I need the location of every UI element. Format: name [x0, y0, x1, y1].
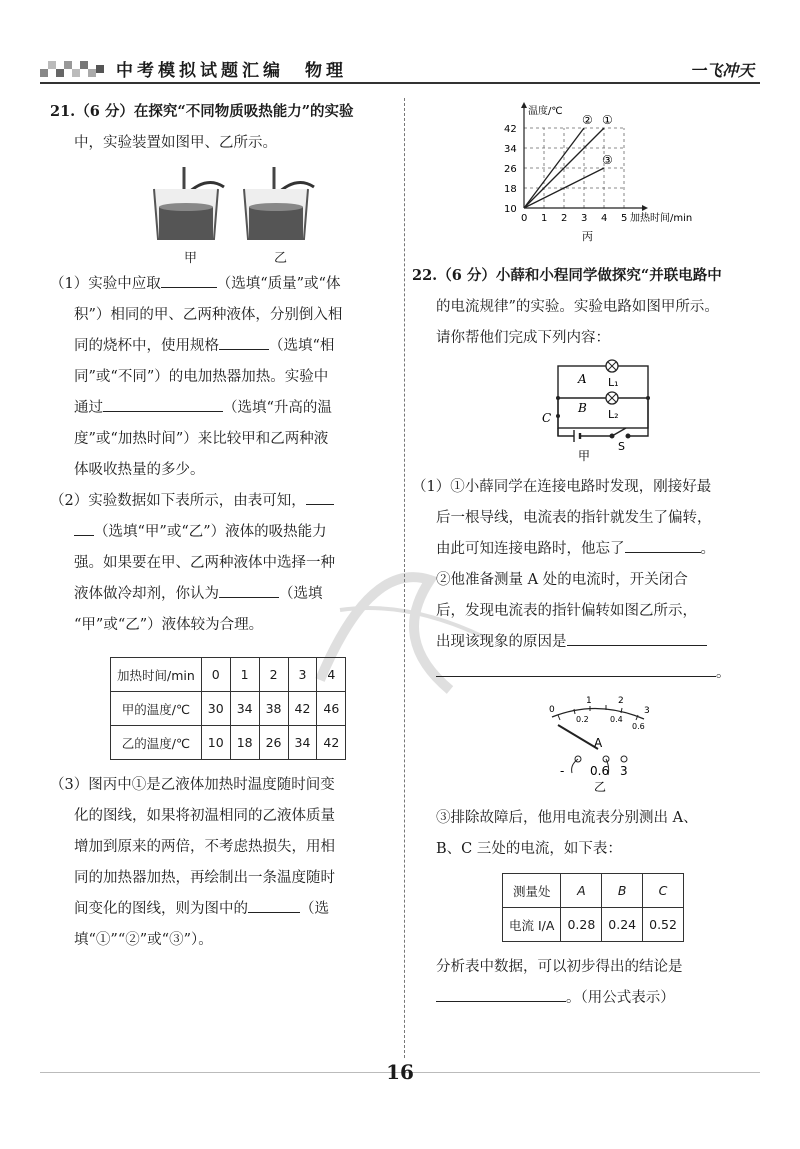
beaker-a-icon [146, 167, 236, 242]
q21-p2-line-2: （选填“甲”或“乙”）液体的吸热能力 [50, 517, 390, 548]
question-21 [50, 96, 390, 956]
q21-p3-line-6: 填“①”“②”或“③”）。 [74, 932, 213, 948]
q22-head: 22.（6 分）小薛和小程同学做探究“并联电路中 [412, 267, 722, 284]
q21-p1-line-7: 体吸收热量的多少。 [74, 462, 205, 478]
table-row: 乙的温度/℃ 10 18 26 34 42 [111, 726, 346, 760]
q21-line-1: 21.（6 分）在探究“不同物质吸热能力”的实验 [50, 103, 354, 120]
junction-a-dot [556, 396, 560, 400]
q21-p3-line-3: 增加到原来的两倍，不考虑热损失，用相 [74, 839, 335, 855]
x-axis-arrow-icon [642, 205, 648, 211]
page-number: 16 [386, 1060, 414, 1084]
series-label: ① [602, 113, 613, 127]
terminal-minus-label: - [560, 764, 565, 778]
x-tick-label: 2 [561, 213, 568, 224]
answer-blank[interactable] [436, 661, 716, 677]
current-data-table [502, 873, 684, 942]
series-label: ② [582, 113, 593, 127]
q22-line-3: 请你帮他们完成下列内容： [436, 330, 610, 346]
q22-s1-line-4: ②他准备测量 A 处的电流时，开关闭合 [436, 572, 688, 588]
q21-p1-line-1: （1）实验中应取 （选填“质量”或“体 [50, 269, 390, 300]
meter-tick-0: 0 [549, 705, 555, 715]
answer-blank[interactable] [436, 986, 566, 1002]
lamp-l2-icon [606, 392, 618, 404]
beaker-b-icon [236, 167, 326, 242]
q21-p3-line-5: 间变化的图线，则为图中的 （选 [50, 894, 390, 925]
meter-sub-04: 0.4 [610, 715, 623, 724]
y-tick-label: 34 [504, 144, 517, 155]
x-tick-label: 1 [541, 213, 548, 224]
answer-blank[interactable] [306, 489, 334, 505]
right-column [412, 96, 752, 1014]
q22-s3-line-4: 。（用公式表示） [412, 983, 752, 1014]
answer-blank[interactable] [625, 537, 701, 553]
junction-c-dot [556, 414, 560, 418]
circuit-label-c: C [542, 411, 552, 425]
meter-tick-2: 2 [618, 696, 624, 706]
answer-blank[interactable] [161, 272, 217, 288]
q21-p1-line-5: 通过 （选填“升高的温 [50, 393, 390, 424]
q21-p2-line-3: 强。如果要在甲、乙两种液体中选择一种 [74, 555, 335, 571]
q22-line-2: 的电流规律”的实验。实验电路如图甲所示。 [436, 299, 719, 315]
figure-b-caption: 乙 [274, 251, 288, 266]
q21-p1-line-6: 度”或“加热时间”）来比较甲和乙两种液 [74, 431, 329, 447]
q21-p3-line-4: 同的加热器加热，再绘制出一条温度随时 [74, 870, 335, 886]
answer-blank[interactable] [219, 582, 279, 598]
y-axis-label: 温度/℃ [528, 106, 563, 117]
beaker-figures [50, 159, 390, 269]
meter-tick-1: 1 [586, 696, 592, 706]
q22-s3-line-1: ③排除故障后，他用电流表分别测出 A、 [436, 810, 698, 826]
x-tick-label: 0 [521, 213, 528, 224]
table-row: 电流 I/A 0.28 0.24 0.52 [503, 908, 684, 942]
q21-p3-line-1: （3）图丙中①是乙液体加热时温度随时间变 [50, 777, 335, 793]
answer-blank[interactable] [567, 630, 707, 646]
answer-blank[interactable] [74, 520, 94, 536]
figure-a-caption: 甲 [184, 251, 198, 266]
answer-blank[interactable] [219, 334, 269, 350]
q21-p1-line-4: 同”或“不同”）的电加热器加热。实验中 [74, 369, 329, 385]
q21-p1-line-3: 同的烧杯中，使用规格 （选填“相 [50, 331, 390, 362]
circuit-label-l2: L₂ [608, 408, 619, 421]
circuit-label-s: S [618, 440, 625, 453]
x-tick-label: 3 [581, 213, 588, 224]
table-row: 加热时间/min 0 1 2 3 4 [111, 658, 346, 692]
q22-s3-line-2: B、C 三处的电流，如下表： [436, 841, 622, 857]
header-brand: 一飞冲天 [689, 61, 754, 80]
circuit-label-l1: L₁ [608, 376, 619, 389]
q22-s1-line-5: 后，发现电流表的指针偏转如图乙所示， [436, 603, 697, 619]
table-row: 甲的温度/℃ 30 34 38 42 46 [111, 692, 346, 726]
circuit-label-b: B [578, 401, 587, 415]
y-tick-label: 18 [504, 184, 517, 195]
y-tick-label: 42 [504, 124, 517, 135]
answer-blank[interactable] [248, 897, 300, 913]
q21-p1-line-2: 积”）相同的甲、乙两种液体，分别倒入相 [74, 307, 343, 323]
circuit-caption: 甲 [578, 449, 591, 463]
meter-needle [558, 725, 598, 749]
table-row: 测量处 A B C [503, 874, 684, 908]
column-divider [404, 98, 405, 1058]
meter-sub-06: 0.6 [632, 722, 645, 731]
q22-s3-line-3: 分析表中数据，可以初步得出的结论是 [436, 959, 683, 975]
circuit-diagram [412, 356, 752, 466]
meter-unit: A [594, 736, 603, 750]
q21-p2-line-1: （2）实验数据如下表所示，由表可知， [50, 486, 390, 517]
terminal-06-label: 0.6 [590, 764, 610, 778]
question-22 [412, 260, 752, 1014]
meter-sub-02: 0.2 [576, 715, 589, 724]
q21-p2-line-4: 液体做冷却剂，你认为 （选填 [50, 579, 390, 610]
ammeter-diagram [412, 693, 752, 793]
q22-s1-line-3: 由此可知连接电路时，他忘了 。 [412, 534, 752, 565]
terminal-3-icon [621, 756, 627, 762]
answer-blank[interactable] [103, 396, 223, 412]
meter-tick-3: 3 [644, 706, 650, 716]
q21-p2-line-5: “甲”或“乙”）液体较为合理。 [74, 617, 264, 633]
x-tick-label: 4 [601, 213, 608, 224]
q21-p3-line-2: 化的图线，如果将初温相同的乙液体质量 [74, 808, 335, 824]
x-tick-label: 5 [621, 213, 628, 224]
y-tick-label: 26 [504, 164, 517, 175]
heating-data-table [110, 657, 346, 760]
header-title: 中考模拟试题汇编 物理 [116, 61, 347, 81]
y-tick-label: 10 [504, 204, 517, 215]
q22-s1-line-2: 后一根导线，电流表的指针就发生了偏转， [436, 510, 712, 526]
q21-line-2: 中，实验装置如图甲、乙所示。 [74, 135, 277, 151]
q22-s1-line-1: （1）①小薛同学在连接电路时发现，刚接好最 [412, 479, 712, 495]
temperature-chart [412, 96, 752, 246]
page-header [40, 52, 760, 84]
x-axis-label: 加热时间/min [630, 213, 693, 224]
y-axis-arrow-icon [521, 102, 527, 108]
checker-decoration-icon [40, 56, 110, 82]
q22-s1-line-7: 。 [412, 658, 752, 689]
ammeter-caption: 乙 [594, 780, 607, 793]
lamp-l1-icon [606, 360, 618, 372]
terminal-3-label: 3 [620, 764, 628, 778]
q22-s1-line-6: 出现该现象的原因是 [412, 627, 752, 658]
junction-dot [646, 396, 650, 400]
series-label: ③ [602, 153, 613, 167]
chart-caption: 丙 [582, 230, 593, 243]
circuit-label-a: A [578, 372, 587, 386]
